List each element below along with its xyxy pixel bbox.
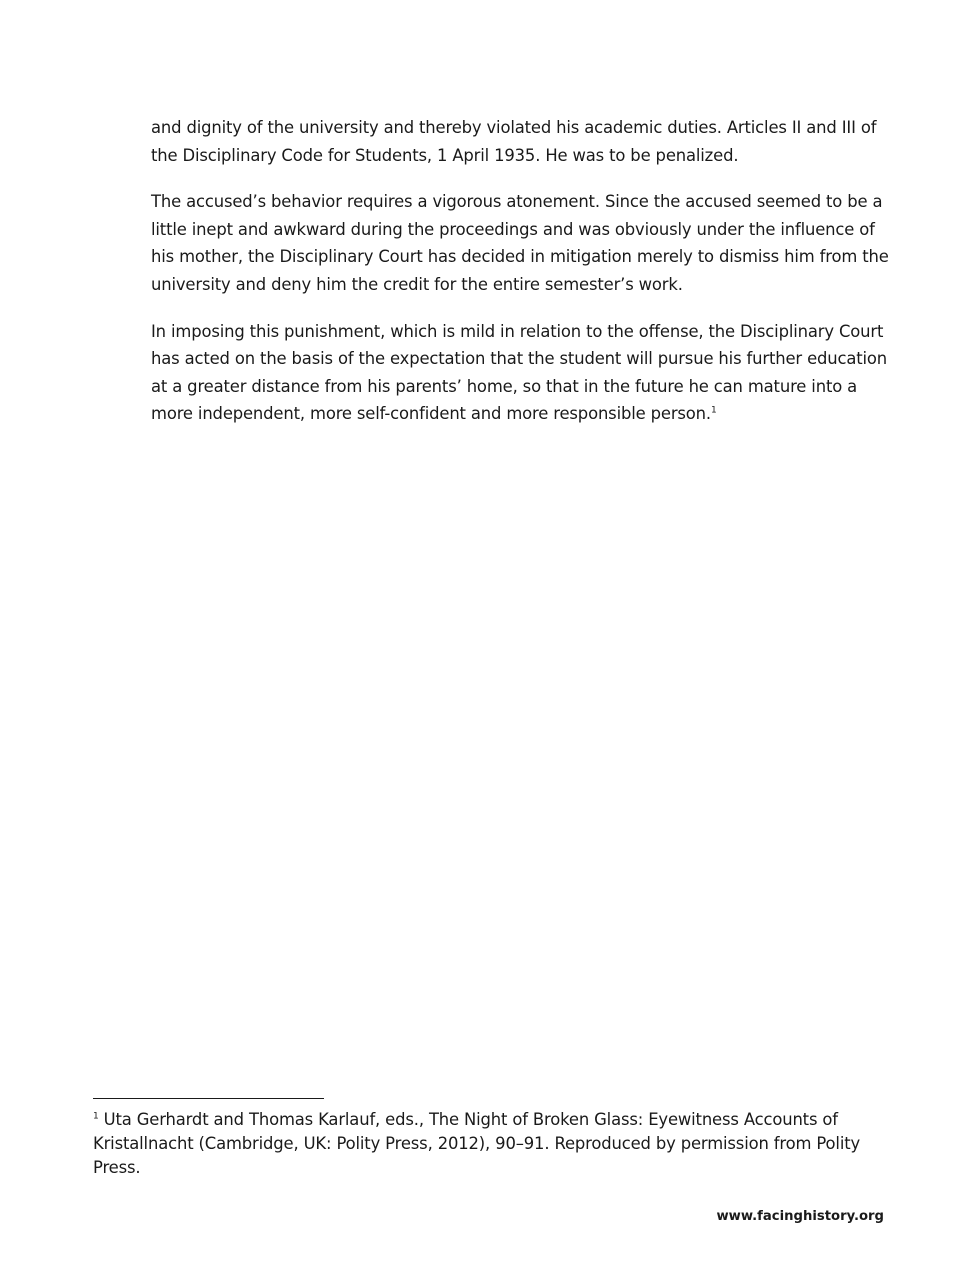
footer-url[interactable]: www.facinghistory.org (716, 1209, 884, 1224)
paragraph-3 (151, 318, 891, 428)
footnote-text: Uta Gerhardt and Thomas Karlauf, eds., The Night of Broken Glass: Eyewitness Accounts of Kristallnacht (Cambridge, UK: Polity Press, 2012), 90–91. Reproduced by permission from Polity Press. (93, 1110, 861, 1177)
paragraph-2: The accused’s behavior requires a vigorous atonement. Since the accused seemed to be a little inept and awkward during the proceedings and was obviously under the influence of his mother, the Disciplinary Court has decided in mitigation merely to dismiss him from the university and deny him the credit for the entire semester’s work. (151, 192, 889, 294)
footnote-divider (93, 1098, 324, 1099)
paragraph-1: and dignity of the university and thereby violated his academic duties. Articles II and III of the Disciplinary Code for Students, 1 April 1935. He was to be penalized. (151, 118, 877, 165)
document-body (151, 114, 891, 447)
footnote (93, 1108, 883, 1180)
footnote-number: 1 (93, 1111, 99, 1122)
paragraph-3-text: In imposing this punishment, which is mild in relation to the offense, the Disciplinary Court has acted on the basis of the expectation that the student will pursue his further education at a greater distance from his parents’ home, so that in the future he can mature into a more independent, more self-confident and more responsible person. (151, 321, 888, 424)
footnote-reference[interactable]: 1 (710, 405, 717, 416)
